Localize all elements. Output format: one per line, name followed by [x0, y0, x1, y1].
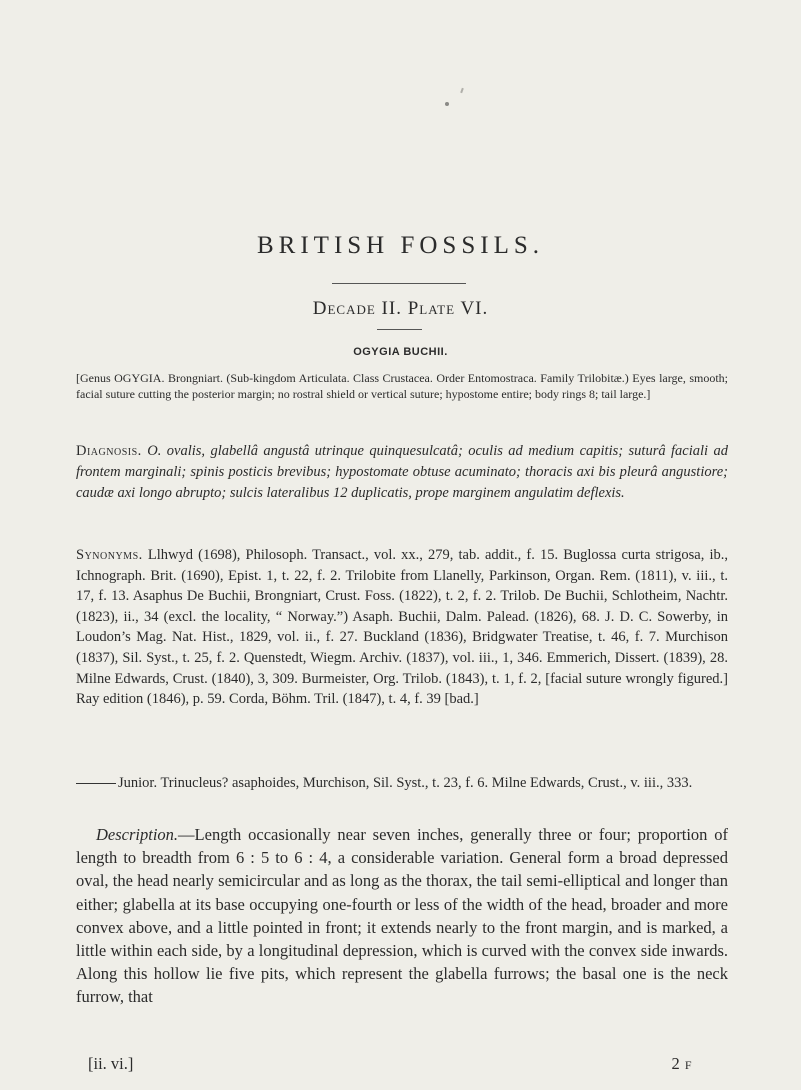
- species-heading: OGYGIA BUCHII.: [353, 346, 448, 358]
- signature-mark: [ii. vi.]: [88, 1054, 134, 1073]
- classification-paragraph: [Genus OGYGIA. Brongniart. (Sub-kingdom Articulata. Class Crustacea. Order Entomostraca. Family Trilobitæ.) Eyes large, smooth; facial suture cutting the posterior margin; no rostral shield or vertical suture; hypostome entire; body rings 8; tail large.]: [76, 371, 728, 401]
- diagnosis-text: O. ovalis, glabellâ angustâ utrinque quinquesulcatâ; oculis ad medium capitis; suturâ faciali ad frontem marginali; spinis posticis brevibus; hypostomate obtuse acuminato; thoracis axi bis pleurâ angustiore; caudæ axi longo abrupto; sulcis lateralibus 12 duplicatis, prope marginem angulatim deflexis.: [76, 443, 729, 501]
- junior-synonym-paragraph: [76, 773, 728, 794]
- ditto-dash: [76, 783, 116, 784]
- gathering-mark: 2 f: [671, 1054, 692, 1073]
- description-text: —Length occasionally near seven inches, generally three or four; proportion of length to breadth from 6 : 5 to 6 : 4, a considerable variation. General form a broad depressed oval, the head nearly semicircular and as long as the thorax, the tail semi-elliptical and longer than either; glabella at its base occupying one-fourth or less of the width of the head, broader and more convex above, and a little pointed in front; it extends nearly to the front margin, and is marked, a little within each side, by a longitudinal depression, which is curved with the convex side inwards. Along this hollow lie five pits, which represent the glabella furrows; the basal one is the neck furrow, that: [76, 825, 728, 1007]
- paper-blemish: [445, 102, 449, 106]
- description-label: Description.: [96, 825, 179, 844]
- synonyms-text: Llhwyd (1698), Philosoph. Transact., vol. xx., 279, tab. addit., f. 15. Buglossa curta strigosa, ib., Ichnograph. Brit. (1690), Epist. 1, t. 22, f. 2. Trilobite from Llanelly, Parkinson, Organ. Rem. (1811), v. iii., t. 17, f. 13. Asaphus De Buchii, Brongniart, Crust. Foss. (1822), t. 2, f. 2. Trilob. De Buchii, Schlotheim, Nachtr. (1823), ii., 34 (excl. the locality, “ Norway.”) Asaph. Buchii, Dalm. Palead. (1826), 68. J. D. C. Sowerby, in Loudon’s Mag. Nat. Hist., 1829, vol. ii., f. 27. Buckland (1836), Bridgwater Treatise, t. 46, f. 7. Murchison (1837), Sil. Syst., t. 25, f. 2. Quenstedt, Wiegm. Archiv. (1837), vol. iii., 1, 346. Emmerich, Dissert. (1839), 28. Milne Edwards, Crust. (1840), 3, 309. Burmeister, Org. Trilob. (1843), t. 1, f. 2, [facial suture wrongly figured.] Ray edition (1846), p. 59. Corda, Böhm. Tril. (1847), t. 4, f. 39 [bad.]: [76, 547, 729, 708]
- diagnosis-paragraph: [76, 441, 728, 504]
- paper-blemish: [460, 88, 464, 93]
- synonyms-label: Synonyms.: [76, 547, 143, 563]
- synonyms-paragraph: [76, 545, 728, 710]
- diagnosis-label: Diagnosis.: [76, 443, 142, 459]
- divider: [377, 329, 422, 330]
- page-title: BRITISH FOSSILS.: [257, 232, 544, 259]
- decade-plate-heading: Decade II. Plate VI.: [312, 298, 489, 319]
- divider: [332, 283, 466, 284]
- junior-synonym-text: Junior. Trinucleus? asaphoides, Murchison, Sil. Syst., t. 23, f. 6. Milne Edwards, Crust., v. iii., 333.: [118, 775, 693, 791]
- description-paragraph: [76, 823, 728, 1009]
